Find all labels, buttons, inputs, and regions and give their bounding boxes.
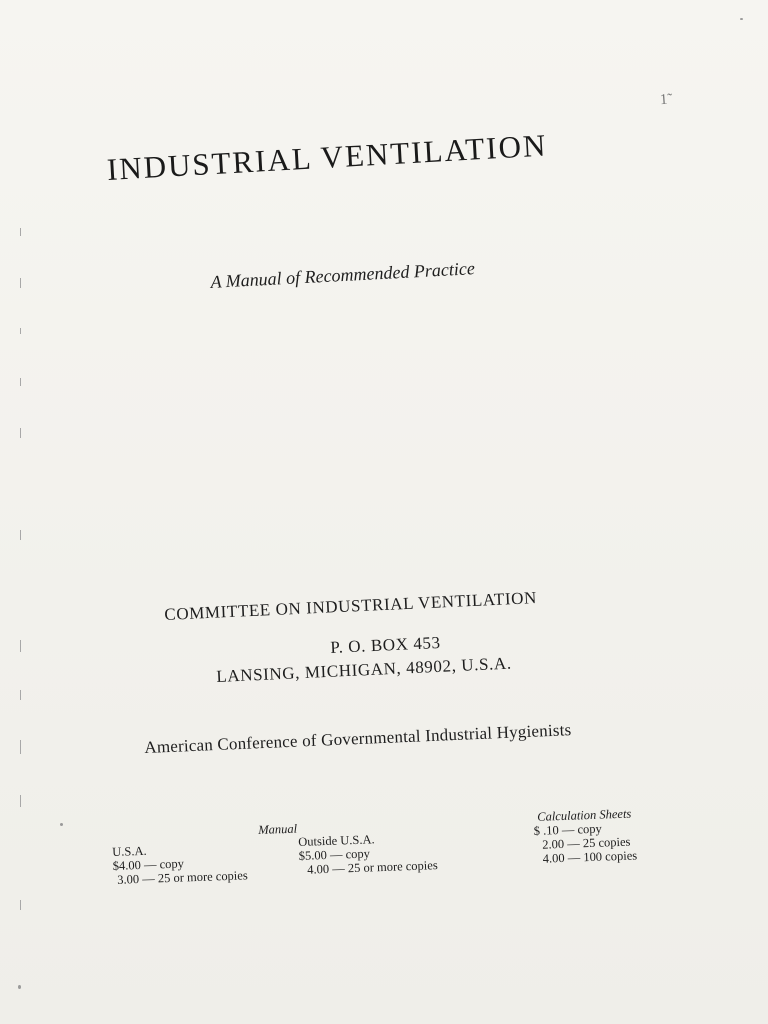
usa-price-bulk: 3.00 — 25 or more copies (116, 868, 248, 887)
scan-mark (20, 640, 21, 652)
scan-speck (18, 985, 21, 989)
scan-mark (20, 900, 21, 910)
committee-box: P. O. BOX 453 (330, 632, 442, 657)
scan-mark (20, 428, 21, 438)
usa-pricing (112, 840, 248, 887)
scan-mark (20, 378, 21, 386)
outside-label: Outside U.S.A. (298, 832, 375, 849)
scan-mark (20, 278, 21, 288)
scan-mark (20, 530, 21, 540)
calc-price-25: 2.00 — 25 copies (541, 834, 631, 852)
calc-price-single: $ .10 — copy (533, 821, 602, 838)
scan-mark (20, 228, 21, 236)
committee-name: COMMITTEE ON INDUSTRIAL VENTILATION (164, 588, 538, 624)
usa-label: U.S.A. (112, 843, 147, 859)
outside-usa-pricing (298, 830, 438, 877)
usa-price-single: $4.00 — copy (112, 856, 185, 873)
scan-mark (20, 795, 21, 807)
document-subtitle: A Manual of Recommended Practice (210, 258, 476, 292)
outside-price-single: $5.00 — copy (298, 846, 371, 863)
scan-speck (60, 823, 63, 826)
outside-price-bulk: 4.00 — 25 or more copies (306, 858, 438, 877)
corner-mark: 1̃ (659, 91, 669, 109)
scan-speck (740, 18, 743, 20)
committee-city: LANSING, MICHIGAN, 48902, U.S.A. (216, 653, 513, 686)
scan-mark (20, 740, 21, 754)
scan-mark (20, 328, 21, 334)
calc-heading: Calculation Sheets (536, 806, 632, 824)
manual-heading: Manual (258, 821, 298, 837)
document-title: INDUSTRIAL VENTILATION (106, 127, 549, 187)
calc-price-100: 4.00 — 100 copies (542, 848, 638, 866)
calculation-sheets-pricing (533, 806, 637, 866)
conference-name: American Conference of Governmental Industrial Hygienists (144, 720, 572, 757)
scan-mark (20, 690, 21, 700)
